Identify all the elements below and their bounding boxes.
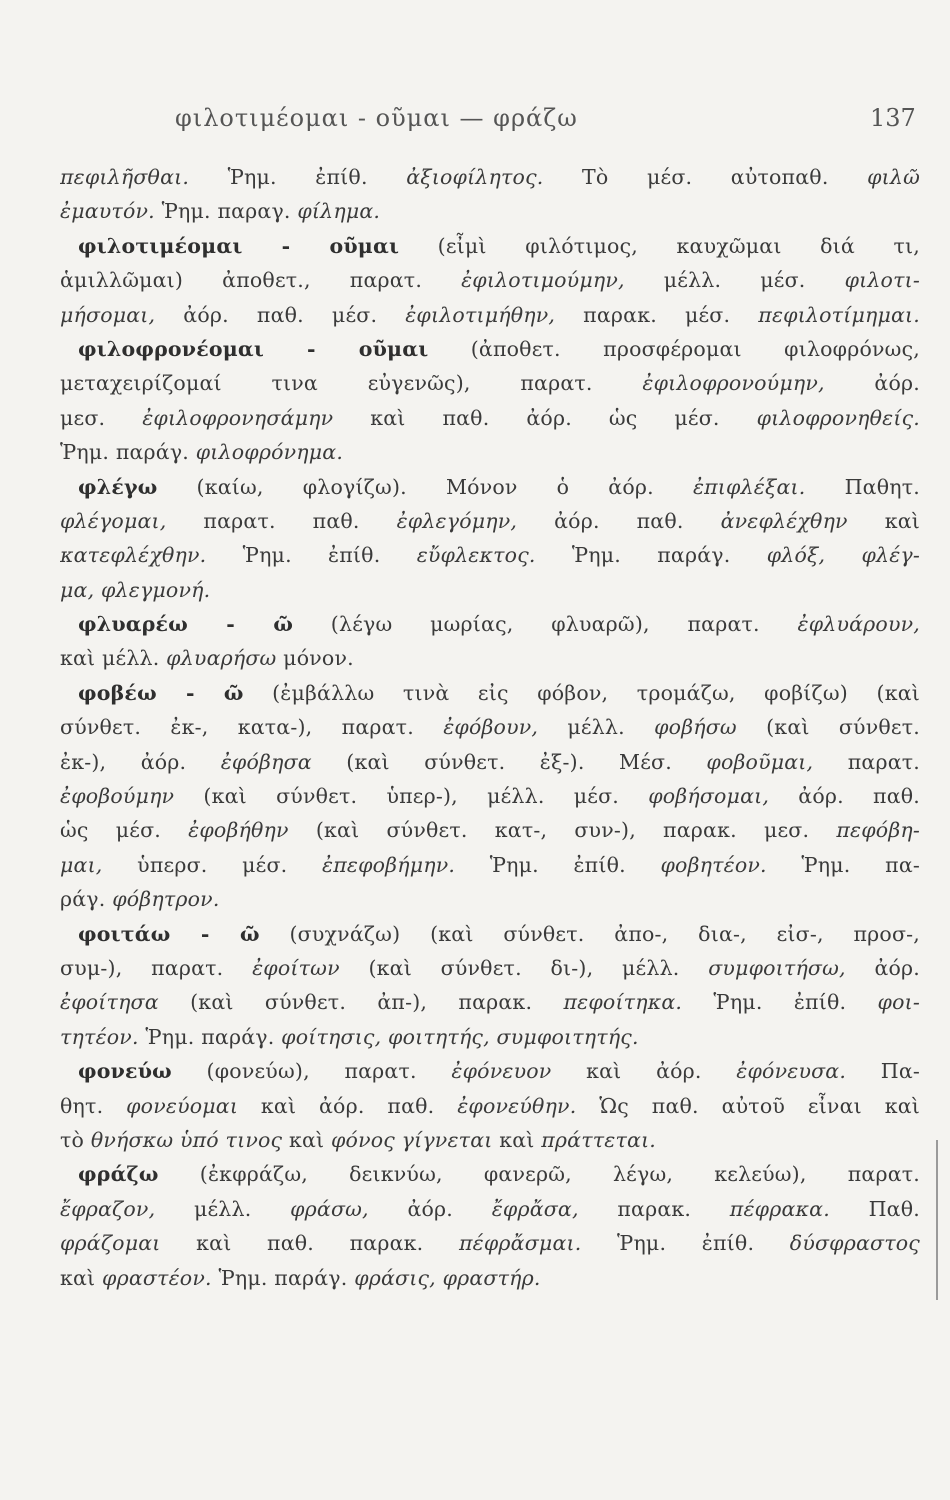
text-line: [60, 745, 920, 779]
text-segment: ὡς μέσ.: [60, 818, 189, 843]
text-segment: Ῥημ. πα-: [766, 852, 920, 877]
text-segment: Πα-: [846, 1059, 920, 1084]
italic-form: φιλοφρόνημα.: [195, 440, 344, 465]
text-line: [60, 401, 920, 435]
italic-form: εὔφλεκτος.: [416, 543, 536, 568]
entry-headword: φιλοτιμέομαι - οῦμαι: [78, 233, 400, 258]
italic-form: πεφοίτηκα.: [563, 990, 683, 1015]
text-line: [60, 1261, 920, 1295]
italic-form: ἀνεφλέχθην: [720, 508, 848, 533]
text-line: [60, 813, 920, 847]
entry-headword: φοιτάω - ῶ: [78, 921, 260, 946]
text-segment: καὶ: [60, 1265, 103, 1290]
text-segment: ἀόρ. παθ.: [769, 784, 920, 809]
text-segment: καὶ: [282, 1127, 331, 1152]
italic-form: φονεύομαι: [126, 1093, 239, 1118]
italic-form: τητέον.: [60, 1024, 139, 1049]
text-segment: ἀόρ. παθ. μέσ.: [155, 302, 406, 327]
text-segment: καὶ ἀόρ.: [551, 1059, 737, 1084]
italic-form: φράσω,: [290, 1196, 369, 1221]
italic-form: φλόξ, φλέγ-: [766, 543, 920, 568]
text-segment: (ἀποθετ. προσφέρομαι φιλοφρόνως,: [428, 336, 920, 361]
text-line: [60, 710, 920, 744]
text-segment: Ῥημ. ἐπίθ.: [227, 165, 407, 189]
text-segment: (καὶ σύνθετ. ἀπ-), παρακ.: [158, 990, 564, 1015]
italic-form: ἐφόβησα: [220, 749, 312, 774]
italic-form: πεφόβη-: [836, 818, 920, 843]
text-segment: Ῥημ. παράγ.: [138, 1024, 282, 1049]
text-segment: θητ.: [60, 1093, 127, 1118]
italic-form: θνήσκω ὑπό τινος: [90, 1127, 283, 1152]
italic-form: ἐφοβήθην: [188, 818, 289, 843]
text-segment: μέλλ.: [538, 715, 655, 740]
text-segment: παρατ.: [813, 749, 920, 774]
text-segment: καὶ παθ. παρακ.: [160, 1231, 459, 1256]
italic-form: ἐπεφοβήμην.: [322, 852, 456, 877]
text-line: [60, 779, 920, 813]
text-line: [60, 641, 920, 675]
text-segment: καὶ παθ. ἀόρ. ὡς μέσ.: [333, 405, 757, 430]
italic-form: ἐφιλοφρονούμην,: [642, 371, 825, 396]
text-segment: μέλλ. μέσ.: [624, 268, 845, 293]
text-line: [60, 1054, 920, 1088]
italic-form: δύσφραστος: [789, 1231, 920, 1256]
italic-form: συμφοιτήσω,: [708, 955, 846, 980]
italic-form: φιλοτι-: [844, 268, 920, 293]
text-line: [60, 1089, 920, 1123]
text-segment: καὶ ἀόρ. παθ.: [238, 1093, 458, 1118]
italic-form: φράζομαι: [60, 1231, 161, 1256]
text-line: [60, 985, 920, 1019]
italic-form: ἐφόνευσα.: [736, 1059, 847, 1084]
page-number: 137: [870, 104, 916, 132]
text-segment: παρακ.: [578, 1196, 730, 1221]
text-segment: (ἐμβάλλω τινὰ εἰς φόβον, τρομάζω, φοβίζω) (καὶ: [243, 680, 920, 705]
italic-form: ἐφιλοτιμήθην,: [405, 302, 556, 327]
italic-form: ἐφιλοτιμούμην,: [461, 268, 625, 293]
text-segment: μεσ.: [60, 405, 143, 430]
text-line: [60, 538, 920, 572]
text-segment: Παθ.: [829, 1196, 920, 1221]
text-segment: (λέγω μωρίας, φλυαρῶ), παρατ.: [293, 612, 798, 637]
text-segment: παρακ. μέσ.: [555, 302, 759, 327]
italic-form: φίλημα.: [297, 199, 381, 224]
italic-form: φόνος γίγνεται: [330, 1127, 493, 1152]
text-line: [60, 435, 920, 469]
text-segment: ἀόρ. παθ.: [517, 508, 721, 533]
italic-form: ἔφραζον,: [60, 1196, 156, 1221]
text-line: [60, 607, 920, 641]
entry-headword: φράζω: [78, 1162, 159, 1187]
text-segment: καὶ: [492, 1127, 542, 1152]
text-segment: (εἶμὶ φιλότιμος, καυχῶμαι διά τι,: [399, 233, 920, 258]
text-line: [60, 470, 920, 504]
text-segment: Ῥημ. παράγ.: [211, 1265, 355, 1290]
italic-form: ἐφλεγόμην,: [396, 508, 518, 533]
text-segment: συμ-), παρατ.: [60, 955, 253, 980]
italic-form: φλέγομαι,: [60, 508, 167, 533]
italic-form: ἐφοβούμην: [60, 784, 175, 809]
text-segment: Ῥημ. παράγ.: [535, 543, 767, 568]
text-segment: (καὶ σύνθετ. κατ-, συν-), παρακ. μεσ.: [288, 818, 837, 843]
text-segment: Ῥημ. ἐπίθ.: [455, 852, 661, 877]
text-segment: ἀόρ.: [368, 1196, 492, 1221]
italic-form: ἐφόνευον: [451, 1059, 552, 1084]
italic-form: μήσομαι,: [60, 302, 156, 327]
italic-form: ἐπιφλέξαι.: [692, 474, 806, 499]
running-title: φιλοτιμέομαι - οῦμαι — φράζω: [175, 104, 578, 132]
italic-form: φοβοῦμαι,: [706, 749, 814, 774]
italic-form: φόβητρον.: [112, 887, 220, 912]
italic-form: πέφρἄσμαι.: [459, 1231, 582, 1256]
italic-form: πεφιλῆσθαι.: [60, 165, 228, 189]
italic-form: ἐφόβουν,: [443, 715, 539, 740]
text-line: [60, 1157, 920, 1191]
italic-form: ἐμαυτόν.: [60, 199, 155, 224]
entry-headword: φονεύω: [78, 1059, 172, 1084]
italic-form: ἀξιοφίλητος.: [406, 165, 544, 189]
text-segment: τὸ: [60, 1127, 91, 1152]
italic-form: φοβήσω: [654, 715, 737, 740]
text-segment: Ῥημ. παράγ.: [60, 440, 196, 465]
italic-form: ἐφονεύθην.: [457, 1093, 577, 1118]
text-line: [60, 263, 920, 297]
text-line: [60, 298, 920, 332]
text-line: [60, 1020, 920, 1054]
text-line: [60, 1226, 920, 1260]
entry-headword: φλέγω: [78, 474, 158, 499]
text-segment: (συχνάζω) (καὶ σύνθετ. ἀπο-, δια-, εἰσ-, προσ-,: [259, 921, 920, 946]
text-segment: μόνον.: [276, 646, 354, 671]
text-segment: Ὡς παθ. αὐτοῦ εἶναι καὶ: [576, 1093, 920, 1118]
italic-form: πράττεται.: [541, 1127, 657, 1152]
italic-form: ἔφρἄσα,: [491, 1196, 579, 1221]
text-line: [60, 917, 920, 951]
text-segment: ἁμιλλῶμαι) ἀποθετ., παρατ.: [60, 268, 462, 293]
text-segment: Ῥημ. ἐπίθ.: [206, 543, 417, 568]
text-segment: μέλλ.: [155, 1196, 291, 1221]
text-segment: Ῥημ. ἐπίθ.: [581, 1231, 790, 1256]
italic-form: πεφιλοτίμημαι.: [758, 302, 920, 327]
text-line: [60, 160, 920, 194]
entry-headword: φιλοφρονέομαι - οῦμαι: [78, 336, 429, 361]
text-segment: ἐκ-), ἀόρ.: [60, 749, 221, 774]
italic-form: ἐφοίτησα: [60, 990, 159, 1015]
text-line: [60, 676, 920, 710]
italic-form: φλυαρήσω: [166, 646, 277, 671]
italic-form: μαι,: [60, 852, 103, 877]
text-line: [60, 848, 920, 882]
text-segment: Ῥημ. ἐπίθ.: [682, 990, 878, 1015]
text-line: [60, 504, 920, 538]
text-segment: μεταχειρίζομαί τινα εὐγενῶς), παρατ.: [60, 371, 643, 396]
text-line: [60, 1123, 920, 1157]
italic-form: ἐφλυάρουν,: [797, 612, 920, 637]
text-line: [60, 194, 920, 228]
text-segment: Παθητ.: [805, 474, 920, 499]
text-segment: ἀόρ.: [845, 955, 920, 980]
italic-form: πέφρακα.: [729, 1196, 830, 1221]
text-segment: (καὶ σύνθετ. ὑπερ-), μέλλ. μέσ.: [174, 784, 649, 809]
entry-headword: φλυαρέω - ῶ: [78, 612, 294, 637]
text-segment: ράγ.: [60, 887, 113, 912]
italic-form: φραστέον.: [102, 1265, 212, 1290]
dictionary-entries: [60, 160, 920, 1295]
italic-form: κατεφλέχθην.: [60, 543, 207, 568]
text-segment: ἀόρ.: [824, 371, 920, 396]
text-segment: (καὶ σύνθετ. ἐξ-). Μέσ.: [311, 749, 707, 774]
italic-form: μα, φλεγμονή.: [60, 577, 211, 602]
italic-form: φοι-: [877, 990, 920, 1015]
text-line: [60, 1192, 920, 1226]
italic-form: ἐφιλοφρονησάμην: [142, 405, 334, 430]
text-segment: (καὶ σύνθετ.: [736, 715, 920, 740]
page-edge-mark: [936, 1140, 938, 1300]
text-line: [60, 573, 920, 607]
italic-form: φοίτησις, φοιτητής, συμφοιτητής.: [281, 1024, 639, 1049]
text-segment: (φονεύω), παρατ.: [171, 1059, 452, 1084]
italic-form: ἐφοίτων: [252, 955, 340, 980]
italic-form: φιλοφρονηθείς.: [756, 405, 920, 430]
text-segment: (καὶ σύνθετ. δι-), μέλλ.: [339, 955, 709, 980]
text-segment: καὶ μέλλ.: [60, 646, 167, 671]
text-line: [60, 332, 920, 366]
text-line: [60, 951, 920, 985]
running-head: [0, 104, 950, 144]
italic-form: φιλῶ: [867, 165, 920, 189]
italic-form: φράσις, φραστήρ.: [354, 1265, 541, 1290]
text-line: [60, 229, 920, 263]
text-segment: καὶ: [847, 508, 920, 533]
text-segment: Τὸ μέσ. αὐτοπαθ.: [543, 165, 868, 189]
text-segment: (ἐκφράζω, δεικνύω, φανερῶ, λέγω, κελεύω), παρατ.: [158, 1162, 920, 1187]
text-segment: ὑπερσ. μέσ.: [102, 852, 322, 877]
text-segment: (καίω, φλογίζω). Μόνον ὁ ἀόρ.: [157, 474, 693, 499]
text-line: [60, 366, 920, 400]
text-segment: σύνθετ. ἐκ-, κατα-), παρατ.: [60, 715, 444, 740]
italic-form: φοβήσομαι,: [648, 784, 770, 809]
italic-form: φοβητέον.: [660, 852, 767, 877]
text-line: [60, 882, 920, 916]
entry-headword: φοβέω - ῶ: [78, 680, 244, 705]
text-segment: Ῥημ. παραγ.: [154, 199, 298, 224]
text-segment: παρατ. παθ.: [166, 508, 397, 533]
